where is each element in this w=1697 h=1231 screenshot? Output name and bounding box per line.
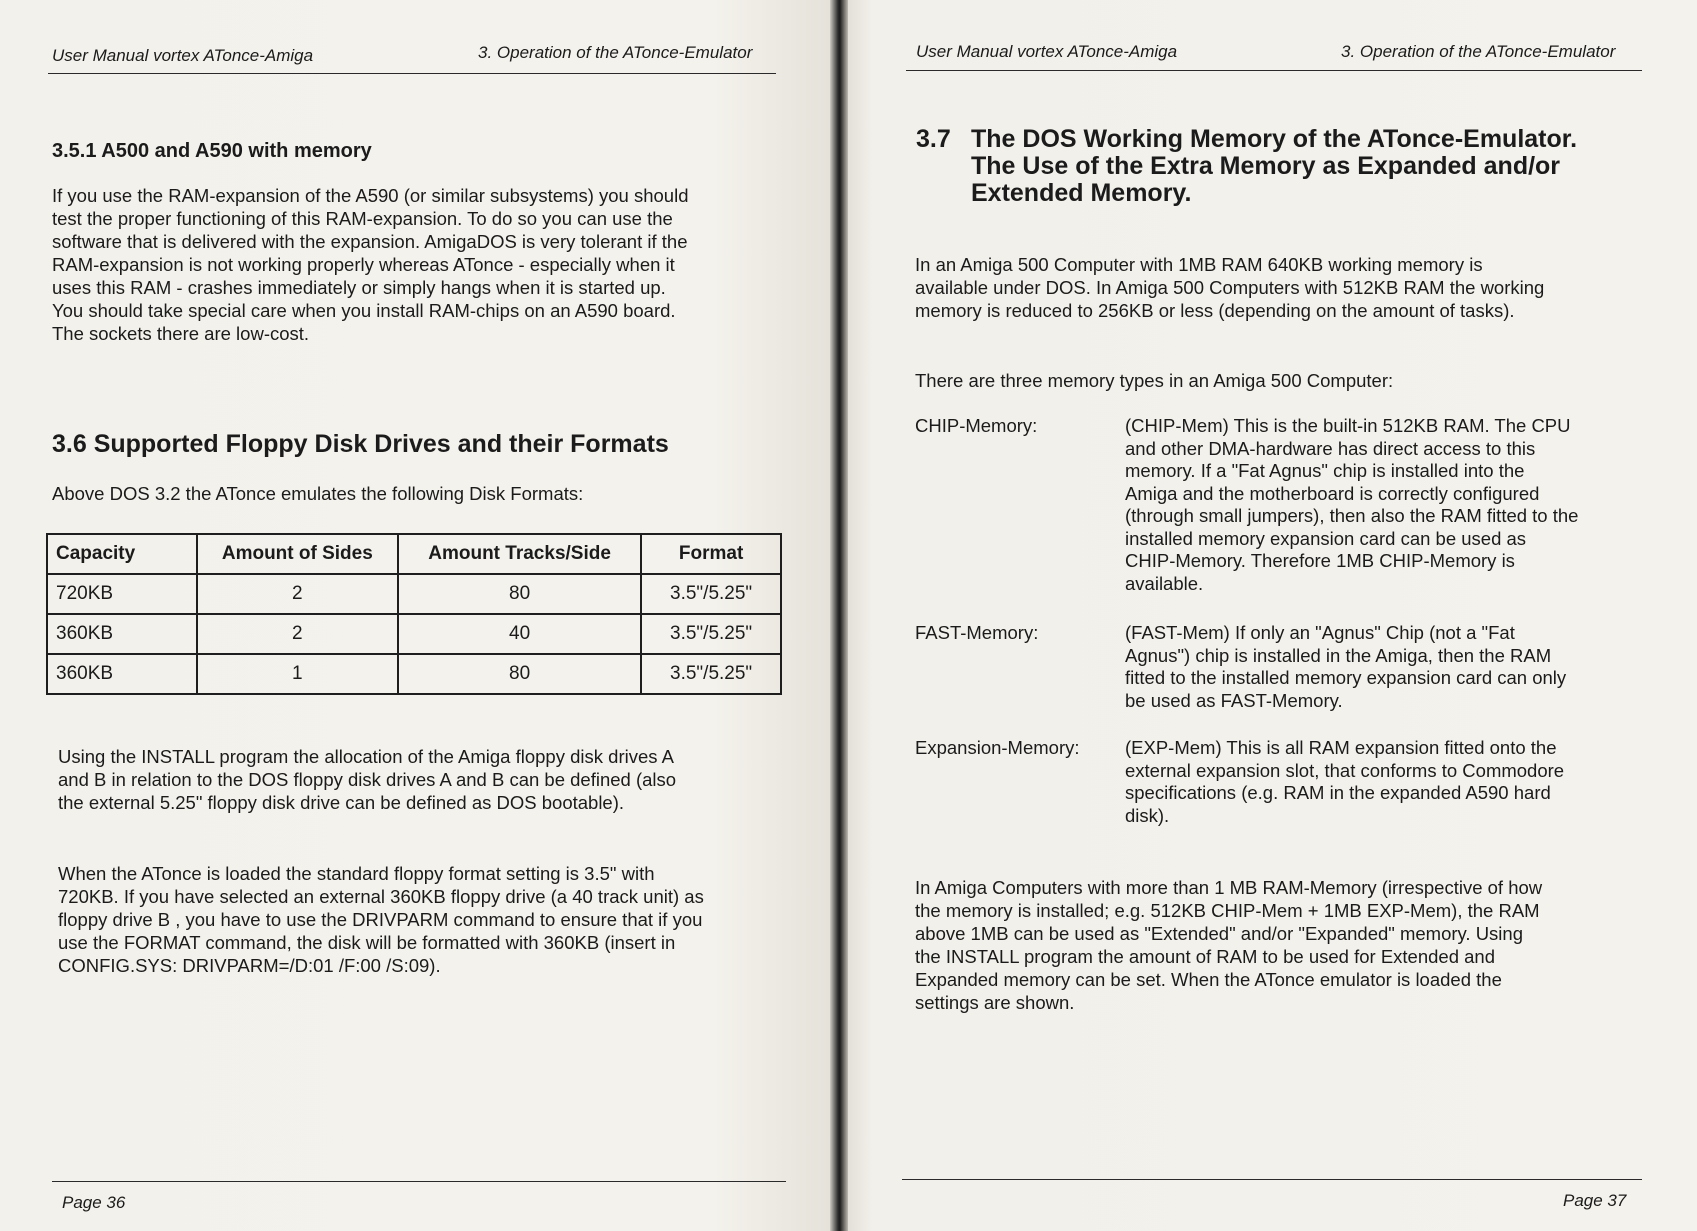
text-line: above 1MB can be used as "Extended" and/or "Expanded" memory. Using bbox=[915, 923, 1523, 944]
fast-memory-term: FAST-Memory: bbox=[915, 622, 1039, 643]
table-header-row bbox=[47, 534, 781, 574]
chip-memory-term: CHIP-Memory: bbox=[915, 415, 1038, 436]
text-line: CONFIG.SYS: DRIVPARM=/D:01 /F:00 /S:09). bbox=[58, 955, 441, 976]
section-36-intro: Above DOS 3.2 the ATonce emulates the following Disk Formats: bbox=[52, 483, 584, 504]
text-line: specifications (e.g. RAM in the expanded A590 hard bbox=[1125, 782, 1551, 803]
text-line: CHIP-Memory. Therefore 1MB CHIP-Memory is bbox=[1125, 550, 1515, 571]
text-line: The sockets there are low-cost. bbox=[52, 323, 310, 344]
text-line: installed memory expansion card can be used as bbox=[1125, 527, 1527, 549]
text-line: (through small jumpers), then also the RAM fitted to the bbox=[1125, 505, 1579, 526]
left-header-chapter: 3. Operation of the ATonce-Emulator bbox=[478, 43, 753, 62]
section-37-closing bbox=[915, 876, 1630, 1014]
text-line: Agnus") chip is installed in the Amiga, then the RAM bbox=[1125, 644, 1552, 666]
table-cell: 720KB bbox=[47, 574, 197, 614]
text-line: (FAST-Mem) If only an "Agnus" Chip (not a "Fat bbox=[1125, 622, 1515, 643]
right-page-number: Page 37 bbox=[1563, 1191, 1627, 1210]
text-line: When the ATonce is loaded the standard floppy format setting is 3.5" with bbox=[58, 863, 655, 884]
text-line: In an Amiga 500 Computer with 1MB RAM 640KB working memory is bbox=[915, 254, 1483, 275]
text-line: memory is reduced to 256KB or less (depending on the amount of tasks). bbox=[915, 300, 1515, 321]
table-row bbox=[47, 654, 781, 694]
text-line: test the proper functioning of this RAM-expansion. To do so you can use the bbox=[52, 208, 673, 229]
text-line: RAM-expansion is not working properly whereas ATonce - especially when it bbox=[52, 254, 675, 275]
text-line: You should take special care when you install RAM-chips on an A590 board. bbox=[52, 300, 676, 321]
table-cell: 3.5"/5.25" bbox=[641, 654, 781, 694]
table-cell: 40 bbox=[398, 614, 641, 654]
section-351-paragraph bbox=[52, 184, 766, 345]
section-37-heading bbox=[971, 126, 1611, 207]
section-37-intro bbox=[915, 253, 1630, 322]
text-line: floppy drive B , you have to use the DRIVPARM command to ensure that if you bbox=[58, 909, 703, 930]
book-gutter bbox=[830, 0, 848, 1231]
left-header-rule bbox=[48, 73, 776, 74]
col-sides: Amount of Sides bbox=[197, 534, 398, 574]
text-line: available. bbox=[1125, 572, 1204, 594]
text-line: 720KB. If you have selected an external 360KB floppy drive (a 40 track unit) as bbox=[58, 886, 704, 907]
disk-format-table bbox=[46, 533, 782, 695]
right-header-chapter: 3. Operation of the ATonce-Emulator bbox=[1341, 42, 1616, 61]
text-line: the external 5.25" floppy disk drive can be defined as DOS bootable). bbox=[58, 792, 625, 813]
text-line: (EXP-Mem) This is all RAM expansion fitted onto the bbox=[1125, 737, 1557, 758]
text-line: external expansion slot, that conforms to Commodore bbox=[1125, 759, 1565, 781]
table-cell: 1 bbox=[197, 654, 398, 694]
heading-line: Extended Memory. bbox=[971, 179, 1192, 207]
text-line: memory. If a "Fat Agnus" chip is installed into the bbox=[1125, 460, 1525, 481]
text-line: be used as FAST-Memory. bbox=[1125, 689, 1343, 711]
text-line: and other DMA-hardware has direct access to this bbox=[1125, 437, 1536, 459]
text-line: available under DOS. In Amiga 500 Computers with 512KB RAM the working bbox=[915, 277, 1545, 298]
table-cell: 2 bbox=[197, 614, 398, 654]
col-capacity: Capacity bbox=[47, 534, 197, 574]
text-line: Amiga and the motherboard is correctly configured bbox=[1125, 482, 1540, 504]
text-line: If you use the RAM-expansion of the A590 (or similar subsystems) you should bbox=[52, 185, 689, 206]
text-line: In Amiga Computers with more than 1 MB RAM-Memory (irrespective of how bbox=[915, 877, 1543, 898]
expansion-memory-definition bbox=[1125, 737, 1630, 827]
text-line: the memory is installed; e.g. 512KB CHIP-Mem + 1MB EXP-Mem), the RAM bbox=[915, 900, 1540, 921]
text-line: use the FORMAT command, the disk will be formatted with 360KB (insert in bbox=[58, 932, 676, 953]
section-37-number: 3.7 bbox=[916, 125, 951, 153]
col-tracks: Amount Tracks/Side bbox=[398, 534, 641, 574]
expansion-memory-term: Expansion-Memory: bbox=[915, 737, 1080, 758]
table-row bbox=[47, 614, 781, 654]
memory-types-intro: There are three memory types in an Amiga 500 Computer: bbox=[915, 370, 1394, 391]
text-line: settings are shown. bbox=[915, 992, 1075, 1013]
left-footer-rule bbox=[52, 1181, 786, 1182]
table-cell: 3.5"/5.25" bbox=[641, 574, 781, 614]
right-header-title: User Manual vortex ATonce-Amiga bbox=[916, 42, 1178, 61]
text-line: and B in relation to the DOS floppy disk drives A and B can be defined (also bbox=[58, 769, 677, 790]
table-cell: 3.5"/5.25" bbox=[641, 614, 781, 654]
table-row bbox=[47, 574, 781, 614]
table-cell: 360KB bbox=[47, 654, 197, 694]
table-cell: 80 bbox=[398, 654, 641, 694]
text-line: fitted to the installed memory expansion card can only bbox=[1125, 667, 1567, 688]
section-36-heading: 3.6 Supported Floppy Disk Drives and their Formats bbox=[52, 430, 669, 458]
section-36-paragraph-format bbox=[58, 862, 772, 977]
text-line: (CHIP-Mem) This is the built-in 512KB RAM. The CPU bbox=[1125, 415, 1571, 436]
chip-memory-definition bbox=[1125, 415, 1630, 595]
right-footer-rule bbox=[902, 1179, 1642, 1180]
right-header-rule bbox=[906, 70, 1642, 71]
heading-line: The Use of the Extra Memory as Expanded and/or bbox=[971, 152, 1561, 180]
text-line: Using the INSTALL program the allocation of the Amiga floppy disk drives A bbox=[58, 746, 674, 767]
heading-line: The DOS Working Memory of the ATonce-Emulator. bbox=[971, 125, 1578, 153]
text-line: uses this RAM - crashes immediately or simply hangs when it is started up. bbox=[52, 277, 666, 298]
text-line: the INSTALL program the amount of RAM to be used for Extended and bbox=[915, 946, 1495, 967]
section-351-heading: 3.5.1 A500 and A590 with memory bbox=[52, 140, 372, 162]
text-line: software that is delivered with the expansion. AmigaDOS is very tolerant if the bbox=[52, 231, 688, 252]
table-cell: 80 bbox=[398, 574, 641, 614]
text-line: disk). bbox=[1125, 804, 1170, 826]
text-line: Expanded memory can be set. When the ATonce emulator is loaded the bbox=[915, 969, 1502, 990]
col-format: Format bbox=[641, 534, 781, 574]
table-cell: 2 bbox=[197, 574, 398, 614]
section-36-paragraph-install bbox=[58, 745, 772, 814]
left-page-number: Page 36 bbox=[62, 1193, 126, 1212]
left-header-title: User Manual vortex ATonce-Amiga bbox=[52, 46, 314, 65]
table-cell: 360KB bbox=[47, 614, 197, 654]
fast-memory-definition bbox=[1125, 622, 1630, 712]
